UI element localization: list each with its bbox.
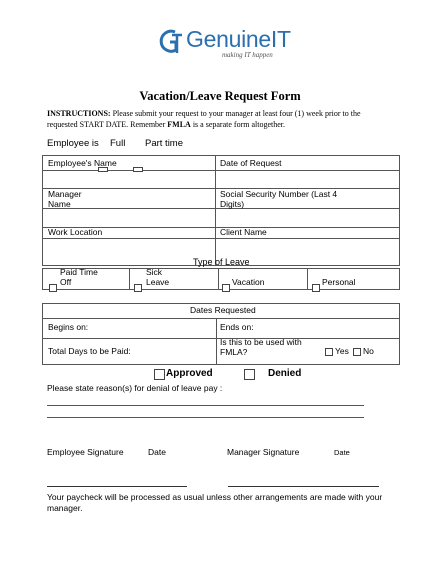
part-time-label: Part time — [145, 138, 184, 149]
work-location-label: Work Location — [48, 227, 103, 237]
manager-signature-line[interactable] — [228, 486, 379, 487]
approved-label: Approved — [166, 368, 213, 379]
genuineit-logo-icon — [158, 27, 184, 55]
vacation-label: Vacation — [232, 277, 265, 287]
ends-on-label: Ends on: — [220, 322, 254, 332]
dates-line — [42, 318, 400, 319]
denial-reason-label: Please state reason(s) for denial of leave pay : — [47, 383, 223, 393]
employee-date-label: Date — [148, 447, 166, 457]
manager-signature-label: Manager Signature — [227, 447, 300, 457]
fmla-yes-checkbox[interactable] — [325, 348, 333, 356]
fmla-no-checkbox[interactable] — [353, 348, 361, 356]
fmla-yes-label: Yes — [335, 346, 349, 356]
begins-on-label: Begins on: — [48, 322, 89, 332]
sick-line2: Leave — [146, 276, 170, 287]
ssn-line1: Social Security Number (Last 4 — [220, 189, 338, 199]
fmla-no-label: No — [363, 346, 374, 356]
employee-info-grid — [42, 155, 400, 266]
part-time-checkbox[interactable] — [133, 167, 143, 172]
leave-divider — [307, 268, 308, 290]
date-of-request-label: Date of Request — [220, 158, 282, 168]
fmla-line1: Is this to be used with — [220, 337, 302, 347]
form-title: Vacation/Leave Request Form — [139, 89, 301, 103]
instructions-text-1: Please submit your request to your manager at least four (1) week prior to the requested START DATE. Remember — [47, 109, 361, 129]
full-time-label: Full — [110, 138, 126, 149]
type-of-leave-heading: Type of Leave — [193, 257, 250, 267]
footer-note: Your paycheck will be processed as usual unless other arrangements are made with your manager. — [47, 492, 383, 513]
leave-divider — [129, 268, 130, 290]
paid-time-off-checkbox[interactable] — [49, 284, 57, 292]
reason-line-2[interactable] — [47, 417, 364, 418]
paid-line2: Off — [60, 276, 72, 287]
vacation-checkbox[interactable] — [222, 284, 230, 292]
employee-name-label: Employee's Name — [48, 158, 117, 168]
personal-label: Personal — [322, 277, 356, 287]
manager-date-label: Date — [334, 448, 350, 457]
manager-name-line2: Name — [48, 198, 71, 209]
fmla-question — [220, 338, 302, 357]
sick-leave-checkbox[interactable] — [134, 284, 142, 292]
denied-checkbox[interactable] — [244, 369, 255, 380]
paid-line1: Paid Time — [60, 267, 98, 277]
paid-time-off-label — [60, 268, 98, 287]
employee-is-label: Employee is — [47, 138, 99, 149]
manager-name-line1: Manager — [48, 189, 82, 199]
instructions-fmla: FMLA — [167, 119, 191, 129]
denied-label: Denied — [268, 368, 302, 379]
employee-signature-line[interactable] — [47, 486, 187, 487]
instructions — [47, 109, 387, 130]
manager-name-label — [48, 190, 82, 209]
leave-divider — [218, 268, 219, 290]
employee-signature-label: Employee Signature — [47, 447, 124, 457]
logo-tagline: making IT happen — [222, 51, 273, 59]
grid-line — [42, 170, 400, 171]
logo-name: GenuineIT — [186, 26, 291, 52]
instructions-label: INSTRUCTIONS: — [47, 109, 111, 118]
grid-line — [42, 238, 400, 239]
client-name-label: Client Name — [220, 227, 267, 237]
ssn-label — [220, 190, 337, 209]
sick-line1: Sick — [146, 267, 163, 277]
reason-line-1[interactable] — [47, 405, 364, 406]
ssn-line2: Digits) — [220, 198, 245, 209]
total-days-label: Total Days to be Paid: — [48, 346, 131, 356]
dates-divider — [216, 318, 217, 365]
personal-checkbox[interactable] — [312, 284, 320, 292]
instructions-text-2: is a separate form altogether. — [192, 119, 286, 129]
grid-divider — [215, 155, 216, 266]
sick-leave-label — [146, 268, 169, 287]
approved-checkbox[interactable] — [154, 369, 165, 380]
dates-requested-heading: Dates Requested — [190, 305, 256, 315]
fmla-line2: FMLA? — [220, 346, 248, 357]
